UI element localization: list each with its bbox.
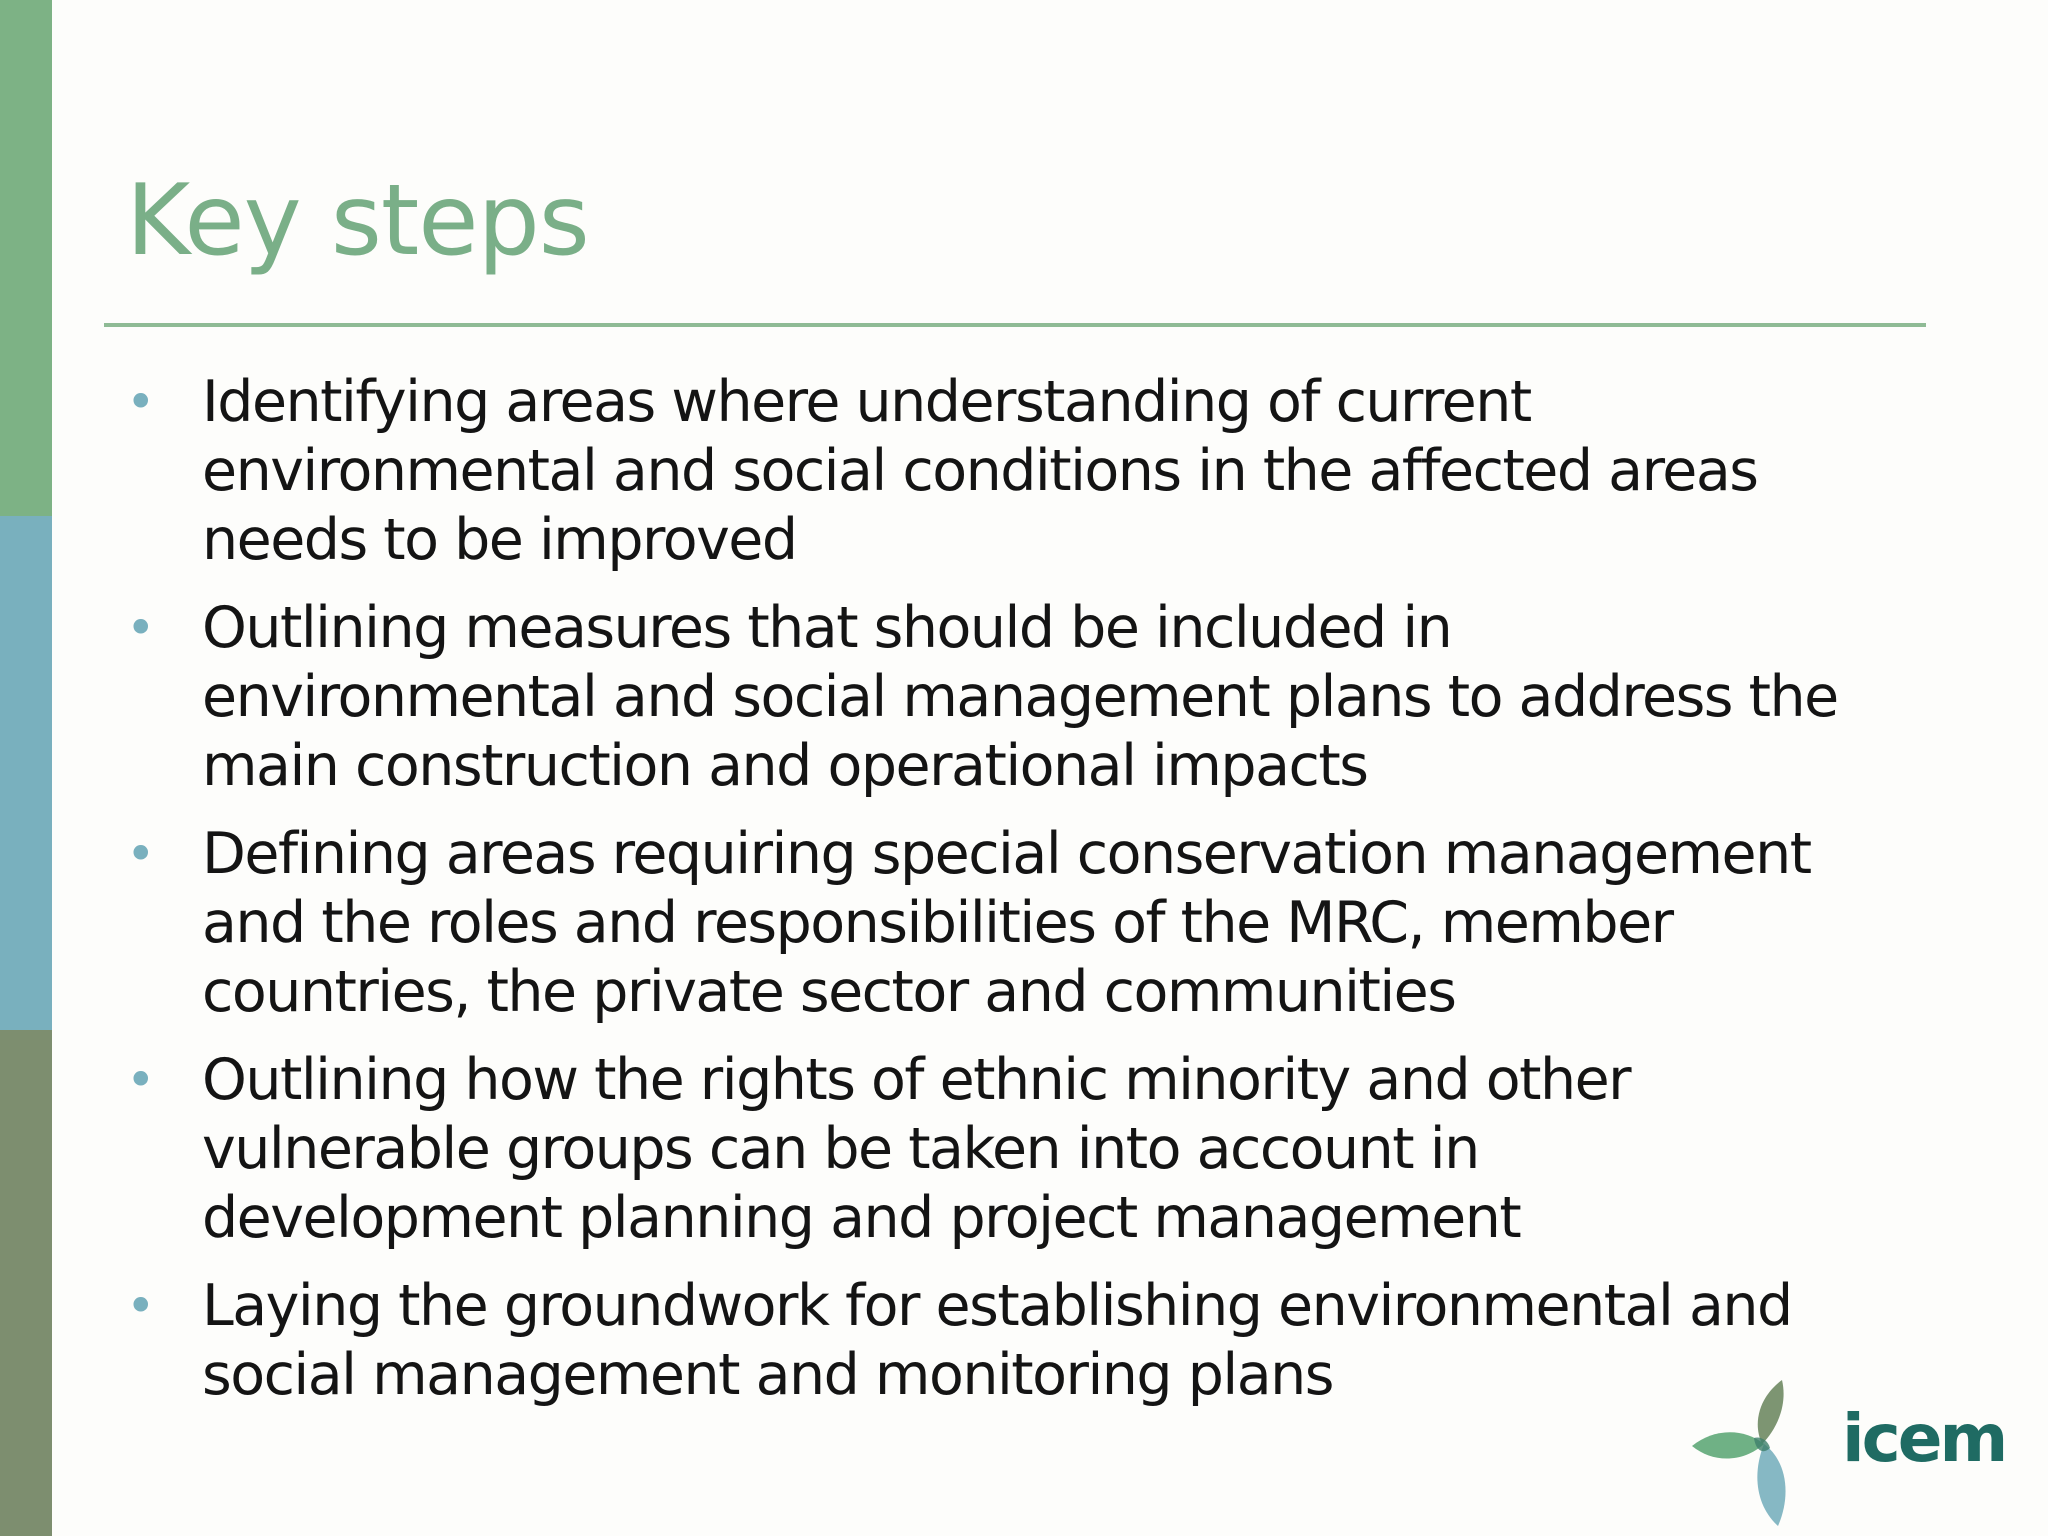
- bullet-text-line: environmental and social conditions in the affected areas: [202, 438, 1758, 504]
- bullet-text-line: Identifying areas where understanding of current: [202, 369, 1531, 435]
- side-bar-green-segment: [0, 0, 52, 516]
- slide-title: Key steps: [126, 164, 589, 278]
- bullet-text-line: needs to be improved: [202, 507, 797, 573]
- bullet-item: [126, 368, 1956, 575]
- bullet-dot-icon: •: [126, 373, 156, 431]
- bullet-text-line: Laying the groundwork for establishing environmental and: [202, 1273, 1792, 1339]
- bullet-text-line: social management and monitoring plans: [202, 1342, 1333, 1408]
- bullet-dot-icon: •: [126, 599, 156, 657]
- bullet-dot-icon: •: [126, 825, 156, 883]
- bullet-text-line: development planning and project management: [202, 1185, 1521, 1251]
- title-divider: [104, 323, 1926, 327]
- bullet-dot-icon: •: [126, 1277, 156, 1335]
- bullet-text-line: vulnerable groups can be taken into account in: [202, 1116, 1479, 1182]
- bullet-text-line: main construction and operational impacts: [202, 733, 1368, 799]
- bullet-list: [126, 368, 1956, 1429]
- leaf-icon: [1690, 1378, 1820, 1528]
- side-bar-blue-segment: [0, 516, 52, 1030]
- bullet-text-line: environmental and social management plans to address the: [202, 664, 1838, 730]
- bullet-dot-icon: •: [126, 1051, 156, 1109]
- bullet-text-line: and the roles and responsibilities of the MRC, member: [202, 890, 1673, 956]
- bullet-text-line: Outlining measures that should be included in: [202, 595, 1452, 661]
- bullet-text-line: Outlining how the rights of ethnic minority and other: [202, 1047, 1631, 1113]
- bullet-item: [126, 594, 1956, 801]
- logo-wordmark: icem: [1842, 1400, 2006, 1477]
- bullet-item: [126, 1046, 1956, 1253]
- bullet-item: [126, 820, 1956, 1027]
- side-bar-olive-segment: [0, 1030, 52, 1536]
- icem-logo: [1690, 1378, 2006, 1528]
- bullet-item: [126, 1272, 1956, 1410]
- side-color-bar: [0, 0, 52, 1536]
- bullet-text-line: Defining areas requiring special conservation management: [202, 821, 1811, 887]
- bullet-text-line: countries, the private sector and communities: [202, 959, 1456, 1025]
